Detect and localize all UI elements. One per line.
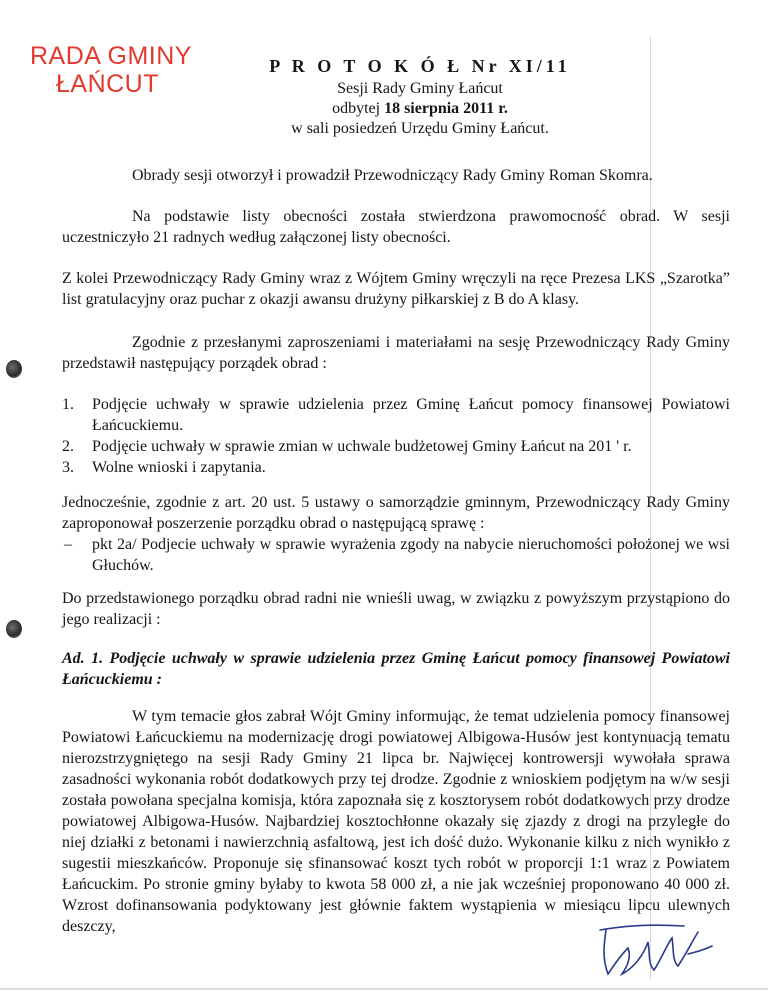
session-date: 18 sierpnia 2011 r. <box>384 100 508 117</box>
extension-item-text: pkt 2a/ Podjecie uchwały w sprawie wyrażenia zgody na nabycie nieruchomości położonej we wsi Głuchów. <box>92 536 730 574</box>
stamp-line-1: RADA GMINY <box>30 42 192 70</box>
dash-mark: – <box>64 536 72 553</box>
agenda-item-text: Wolne wnioski i zapytania. <box>92 459 266 476</box>
protocol-header <box>200 56 640 139</box>
scan-edge <box>0 988 768 990</box>
agenda-item-text: Podjęcie uchwały w sprawie zmian w uchwale budżetowej Gminy Łańcut na 201 ' r. <box>92 438 632 455</box>
signature-initials <box>592 924 722 980</box>
session-line: Sesji Rady Gminy Łańcut <box>337 80 503 97</box>
location-line: w sali posiedzeń Urzędu Gminy Łańcut. <box>291 120 549 137</box>
date-prefix: odbytej <box>332 100 385 117</box>
paragraph-opening: Obrady sesji otworzył i prowadził Przewodniczący Rady Gminy Roman Skomra. <box>132 167 653 184</box>
paragraph-quorum: Na podstawie listy obecności została stwierdzona prawomocność obrad. W sesji uczestniczyło 21 radnych według załączonej listy obecności. <box>62 208 730 246</box>
agenda-item-number: 1. <box>62 396 74 413</box>
paragraph-agenda-intro: Zgodnie z przesłanymi zaproszeniami i materiałami na sesję Przewodniczący Rady Gminy przedstawił następujący porządek obrad : <box>62 334 730 372</box>
protocol-title: P R O T O K Ó Ł Nr XI/11 <box>269 56 571 76</box>
agenda-list <box>62 394 730 478</box>
agenda-item-number: 3. <box>62 459 74 476</box>
punch-hole <box>6 620 22 638</box>
agenda-item-text: Podjęcie uchwały w sprawie udzielenia przez Gminę Łańcut pomocy finansowej Powiatowi Łańcuckiemu. <box>92 396 730 434</box>
paragraph-award: Z kolei Przewodniczący Rady Gminy wraz z Wójtem Gminy wręczyli na ręce Prezesa LKS „Szarotka” list gratulacyjny oraz puchar z okazji awansu drużyny piłkarskiej z B do A klasy. <box>62 270 730 308</box>
agenda-item-number: 2. <box>62 438 74 455</box>
paragraph-agenda-extension: Jednocześnie, zgodnie z art. 20 ust. 5 ustawy o samorządzie gminnym, Przewodniczący Rady Gminy zaproponował poszerzenie porządku obrad o następującą sprawę : <box>62 494 730 532</box>
stamp-line-2: ŁAŃCUT <box>56 70 160 98</box>
punch-hole <box>6 360 22 378</box>
paragraph-discussion: W tym temacie głos zabrał Wójt Gminy informując, że temat udzielenia pomocy finansowej Powiatowi Łańcuckiemu na modernizację drogi powiatowej Albigowa-Husów jest kontynuacją tematu nierozstrzygniętego na sesji Rady Gminy 21 lipca br. Najwięcej kontrowersji wywołała sprawa zasadności wykonania robót dodatkowych przy tej drodze. Zgodnie z wnioskiem podjętym na w/w sesji została powołana specjalna komisja, która zapoznała się z kosztorysem robót dodatkowych przy drodze powiatowej Albigowa-Husów. Najbardziej kosztochłonne okazały się zjazdy z drogi na przyległe do niej działki z betonami i nawierzchnią asfaltową, jest ich dość dużo. Wykonanie kilku z nich wynikło z sugestii mieszkańców. Proponuje się sfinansować koszt tych robót w proporcji 1:1 wraz z Powiatem Łańcuckim. Po stronie gminy byłaby to kwota 58 000 zł, a nie jak wcześniej proponowano 40 000 zł. Wzrost dofinansowania podyktowany jest głównie faktem wystąpienia w miesiącu lipcu ulewnych deszczy, <box>62 708 730 935</box>
extension-item <box>62 534 730 576</box>
section-heading: Ad. 1. Podjęcie uchwały w sprawie udzielenia przez Gminę Łańcut pomocy finansowej Powiatowi Łańcuckiemu : <box>62 650 730 688</box>
agenda-item <box>62 457 730 478</box>
paragraph-approval: Do przedstawionego porządku obrad radni nie wnieśli uwag, w związku z powyższym przystąpiono do jego realizacji : <box>62 590 730 628</box>
date-line <box>200 99 640 119</box>
council-stamp <box>18 42 208 98</box>
agenda-item <box>62 394 730 436</box>
agenda-item <box>62 436 730 457</box>
